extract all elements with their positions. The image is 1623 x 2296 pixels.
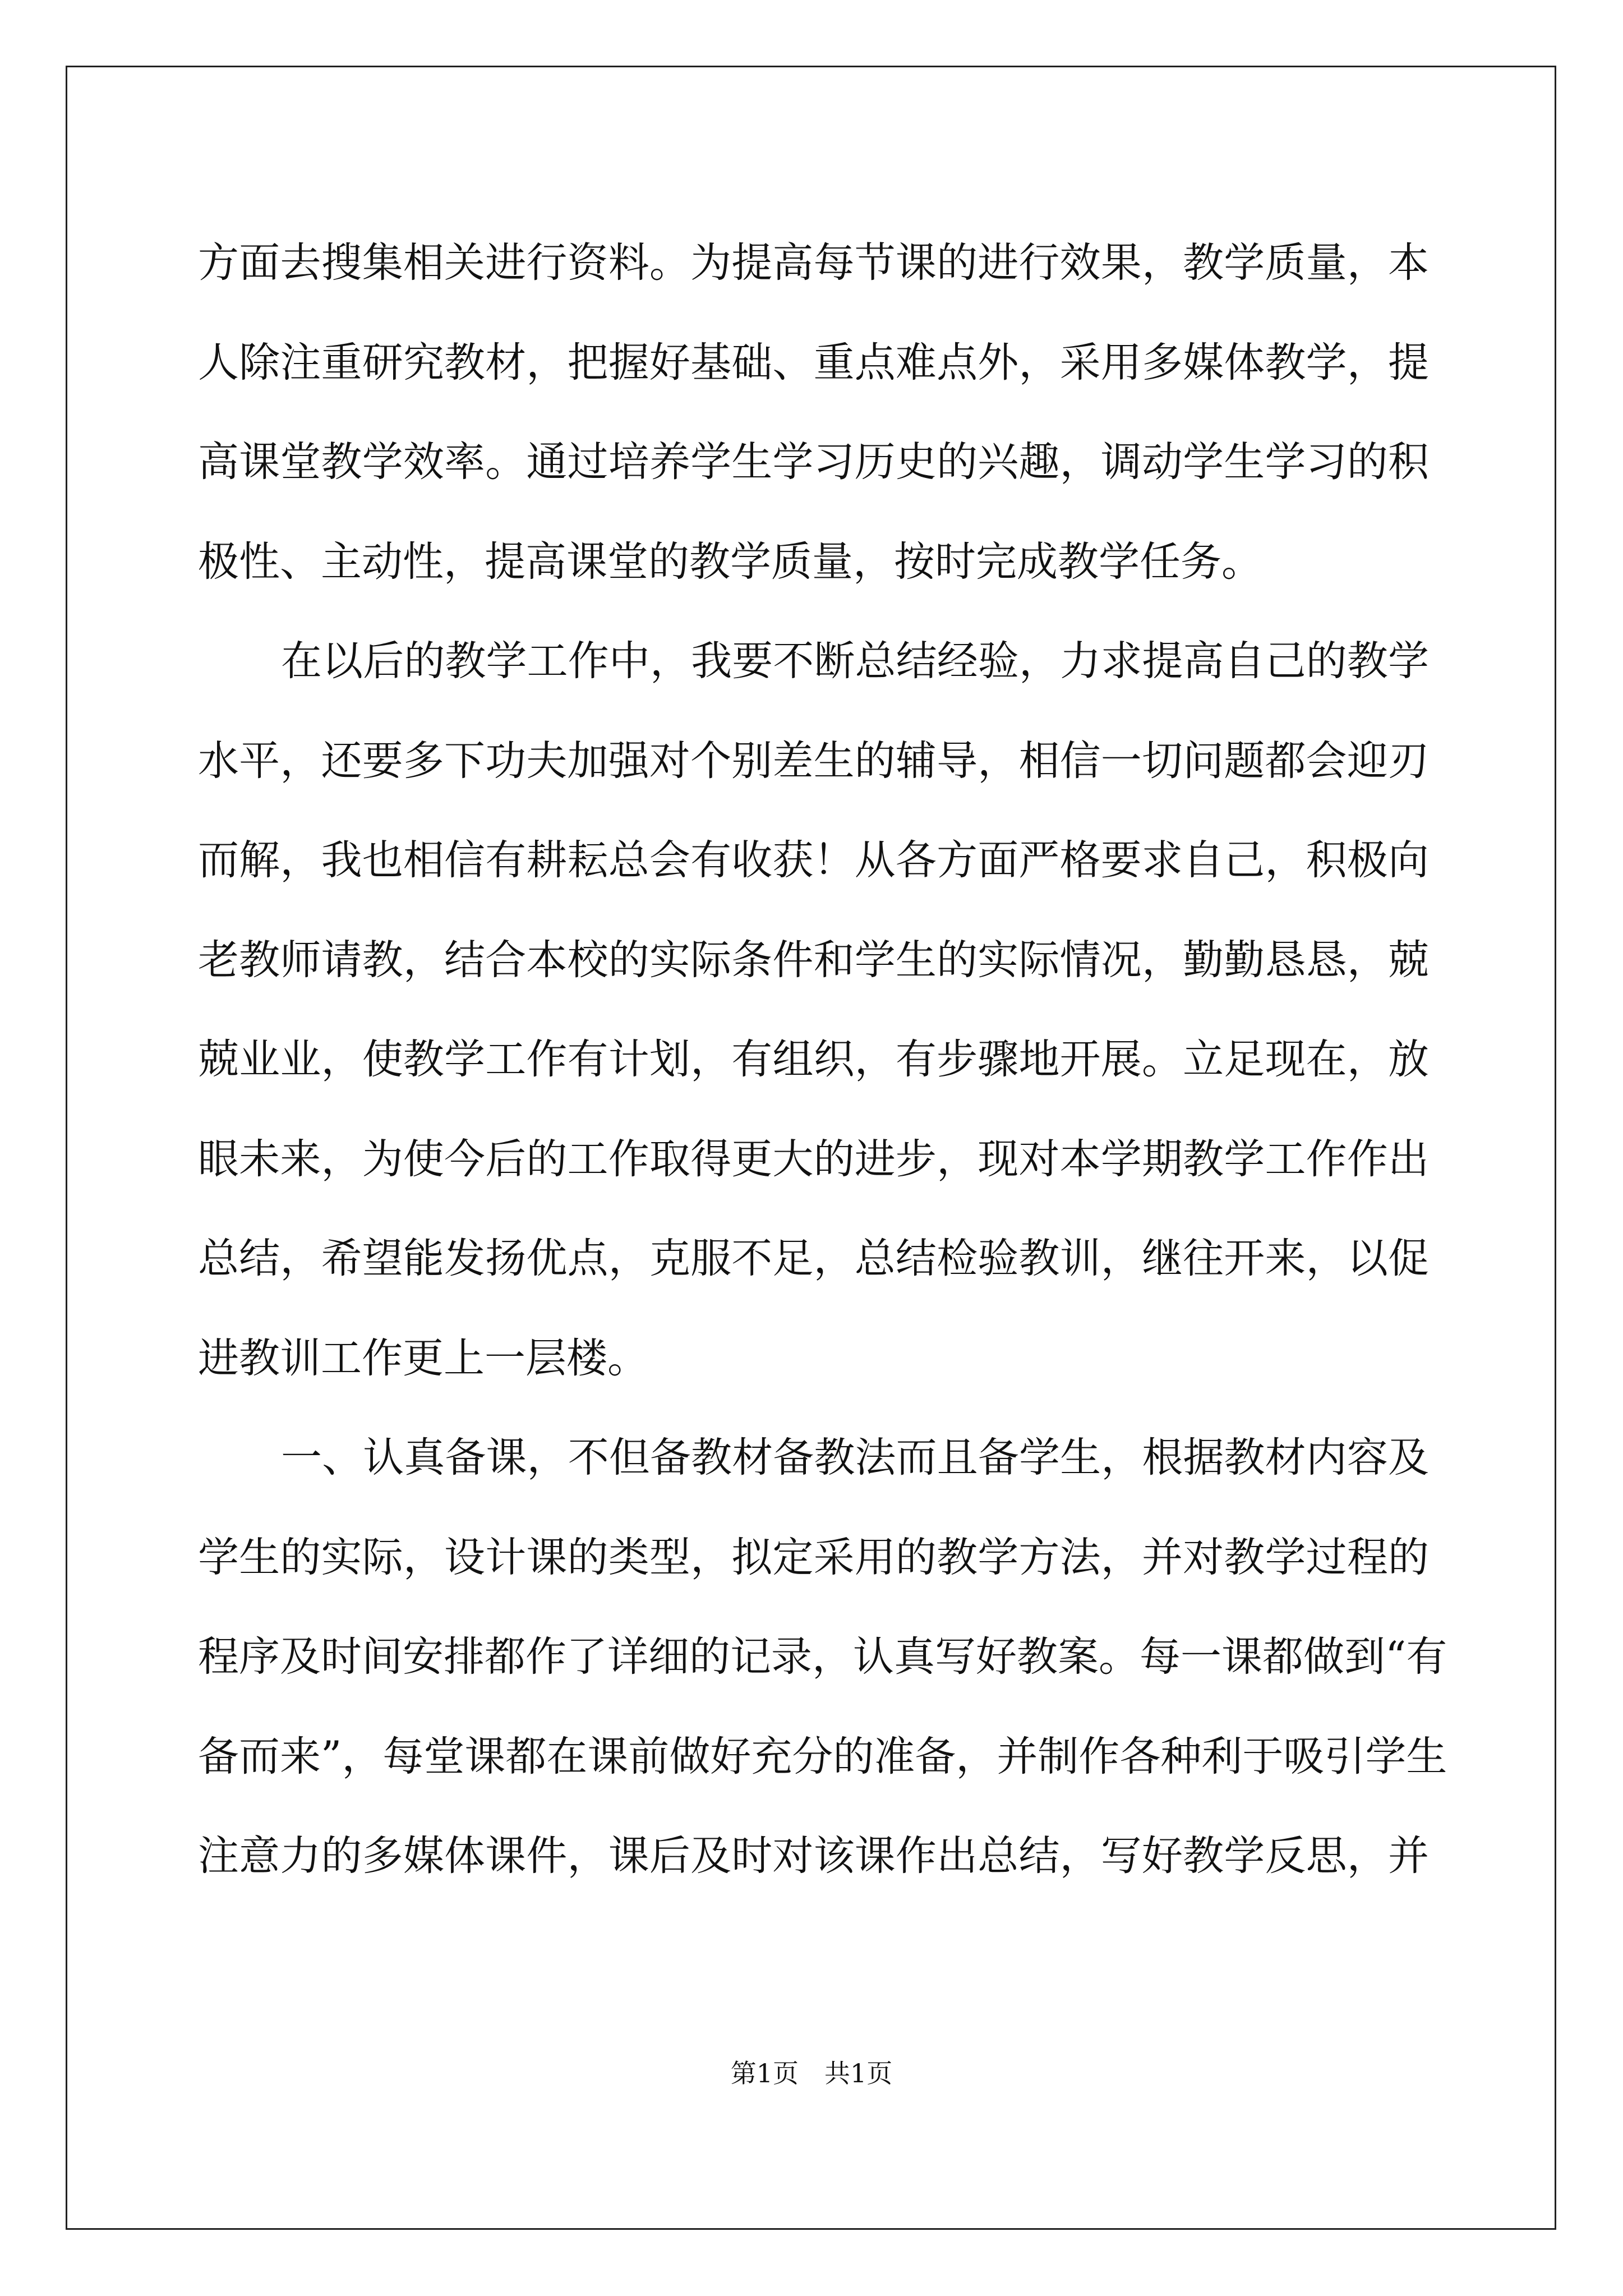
text-line: 兢业业，使教学工作有计划，有组织，有步骤地开展。立足现在，放 [198,1036,1429,1083]
text-line: 人除注重研究教材，把握好基础、重点难点外，采用多媒体教学，提 [198,338,1429,386]
text-line: 高课堂教学效率。通过培养学生学习历史的兴趣，调动学生学习的积 [198,438,1429,486]
text-line: 总结，希望能发扬优点，克服不足，总结检验教训，继往开来，以促 [198,1235,1429,1282]
text-line: 备而来”，每堂课都在课前做好充分的准备，并制作各种利于吸引学生 [198,1732,1447,1780]
text-line: 在以后的教学工作中，我要不断总结经验，力求提高自己的教学 [281,637,1429,685]
text-line: 老教师请教，结合本校的实际条件和学生的实际情况，勤勤恳恳，兢 [198,936,1429,984]
text-line: 极性、主动性，提高课堂的教学质量，按时完成教学任务。 [198,537,1262,586]
text-line: 方面去搜集相关进行资料。为提高每节课的进行效果，教学质量，本 [198,239,1429,287]
text-line: 眼未来，为使今后的工作取得更大的进步，现对本学期教学工作作出 [198,1135,1429,1183]
text-line: 程序及时间安排都作了详细的记录，认真写好教案。每一课都做到“有 [198,1633,1447,1681]
page-number-footer: 第1页 共1页 [730,2058,893,2088]
text-line: 学生的实际，设计课的类型，拟定采用的教学方法，并对教学过程的 [198,1533,1429,1581]
text-line: 而解，我也相信有耕耘总会有收获！从各方面严格要求自己，积极向 [198,836,1429,884]
text-line: 进教训工作更上一层楼。 [198,1334,648,1382]
text-line: 水平，还要多下功夫加强对个别差生的辅导，相信一切问题都会迎刃 [198,737,1429,785]
text-line: 注意力的多媒体课件，课后及时对该课作出总结，写好教学反思，并 [198,1832,1429,1880]
text-line: 一、认真备课，不但备教材备教法而且备学生，根据教材内容及 [281,1434,1429,1481]
document-body [198,213,1447,1906]
